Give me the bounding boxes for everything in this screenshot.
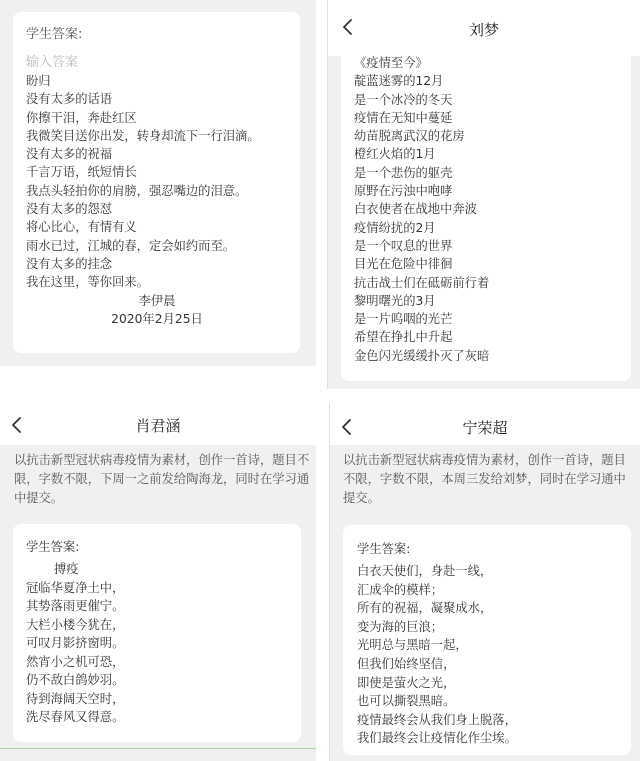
answer-panel-a xyxy=(0,0,316,366)
poem-line: 是一个叹息的世界 xyxy=(354,238,453,253)
poem-line: 我微笑目送你出发，转身却流下一行泪滴。 xyxy=(26,128,260,143)
answer-panel-d xyxy=(329,403,640,761)
poem-line: 千言万语，纸短情长 xyxy=(26,165,137,180)
poem-line: 大栏小楼今犹在， xyxy=(26,617,125,632)
poem-line: 可叹月影挤窗明。 xyxy=(26,636,125,650)
answer-heading: 学生答案: xyxy=(26,27,83,42)
poem-line: 我们最终会让疫情化作尘埃。 xyxy=(357,731,517,746)
poem-line: 没有太多的挂念 xyxy=(26,256,113,271)
author-date: 2020年2月25日 xyxy=(111,311,203,326)
poem-line: 然宵小之机可恐， xyxy=(26,654,125,669)
poem-line: 是一片呜咽的光芒 xyxy=(354,312,453,327)
poem-line: 待到海阔天空时， xyxy=(26,691,125,706)
poem-line: 金色闪光缓缓扑灭了灰暗 xyxy=(354,348,490,363)
answer-panel-b xyxy=(327,0,640,389)
poem-line: 幼苗脱离武汉的花房 xyxy=(354,129,465,144)
answer-panel-c xyxy=(0,403,316,761)
poem-line: 没有太多的怨怼 xyxy=(26,202,113,217)
answer-heading: 学生答案: xyxy=(26,540,80,554)
poem-line: 但我们始终坚信， xyxy=(357,656,456,671)
poem-line: 抗击战士们在砥砺前行着 xyxy=(354,275,490,290)
page-title: 刘梦 xyxy=(468,21,499,39)
poem-line: 洗尽春风又得意。 xyxy=(26,710,125,724)
page-title: 宁荣超 xyxy=(462,419,508,437)
answer-card xyxy=(13,524,301,742)
poem-title: 搏疫 xyxy=(54,562,79,576)
poem-line: 仍不敌白鸽妙羽。 xyxy=(26,673,125,687)
poem-text xyxy=(26,72,288,292)
answer-input[interactable]: 输入答案 xyxy=(26,55,79,70)
poem-line: 原野在污浊中咆哮 xyxy=(354,184,453,199)
poem-line: 雨水已过，江城的春，定会如约而至。 xyxy=(26,238,236,253)
poem-line: 没有太多的话语 xyxy=(26,92,113,107)
poem-line: 靛蓝迷雾的12月 xyxy=(354,74,444,89)
assignment-prompt: 以抗击新型冠状病毒疫情为素材，创作一首诗，题目不限，字数不限，下周一之前发给陶海龙，同时在学习通中提交。 xyxy=(14,453,310,505)
nav-bar xyxy=(330,403,640,445)
answer-card xyxy=(341,52,631,381)
poem-line: 没有太多的祝福 xyxy=(26,147,113,162)
page-title: 肖君涵 xyxy=(135,417,181,435)
poem-line: 光明总与黑暗一起， xyxy=(357,638,468,653)
poem-line: 也可以撕裂黑暗。 xyxy=(357,694,456,709)
poem-line: 橙红火焰的1月 xyxy=(354,147,436,162)
poem-line: 变为海的巨浪； xyxy=(357,619,444,634)
poem-line: 是一个悲伤的躯壳 xyxy=(354,165,453,180)
poem-line: 我点头轻拍你的肩膀，强忍嘴边的泪意。 xyxy=(26,183,248,198)
poem-line: 白衣使者在战地中奔波 xyxy=(354,202,477,217)
nav-bar xyxy=(328,0,640,56)
poem-line: 将心比心，有情有义 xyxy=(26,220,137,235)
poem-line: 《疫情至今》 xyxy=(354,56,428,70)
poem-line: 疫情纷扰的2月 xyxy=(354,220,436,235)
poem-line: 我在这里，等你回来。 xyxy=(26,275,149,290)
poem-line: 汇成伞的模样； xyxy=(357,582,444,597)
answer-heading: 学生答案: xyxy=(357,542,411,556)
poem-line: 希望在挣扎中升起 xyxy=(354,330,453,345)
divider xyxy=(0,748,316,749)
poem-line: 即使是萤火之光， xyxy=(357,675,456,690)
poem-line: 所有的祝福，凝聚成水， xyxy=(357,601,493,616)
answer-card xyxy=(343,525,631,755)
poem-line: 白衣天使们，身赴一线， xyxy=(357,564,493,578)
poem-line: 其势落雨更催宁。 xyxy=(26,599,125,613)
poem-line: 疫情在无知中蔓延 xyxy=(354,110,453,125)
poem-line: 冠临华夏净土中， xyxy=(26,580,125,595)
poem-line: 黎明曙光的3月 xyxy=(354,293,436,308)
poem-line: 疫情最终会从我们身上脱落， xyxy=(357,712,517,727)
poem-line: 你擦干泪，奔赴红区 xyxy=(26,110,137,125)
poem-line: 是一个冰冷的冬天 xyxy=(354,92,453,107)
poem-line: 盼归 xyxy=(26,74,51,88)
assignment-prompt: 以抗击新型冠状病毒疫情为素材，创作一首诗，题目不限，字数不限，本周三发给刘梦，同时在学习通中提交。 xyxy=(343,453,626,505)
author-name: 李伊晨 xyxy=(138,293,176,308)
nav-bar xyxy=(0,403,316,445)
poem-line: 目光在危险中徘徊 xyxy=(354,257,453,272)
answer-card xyxy=(13,12,300,353)
